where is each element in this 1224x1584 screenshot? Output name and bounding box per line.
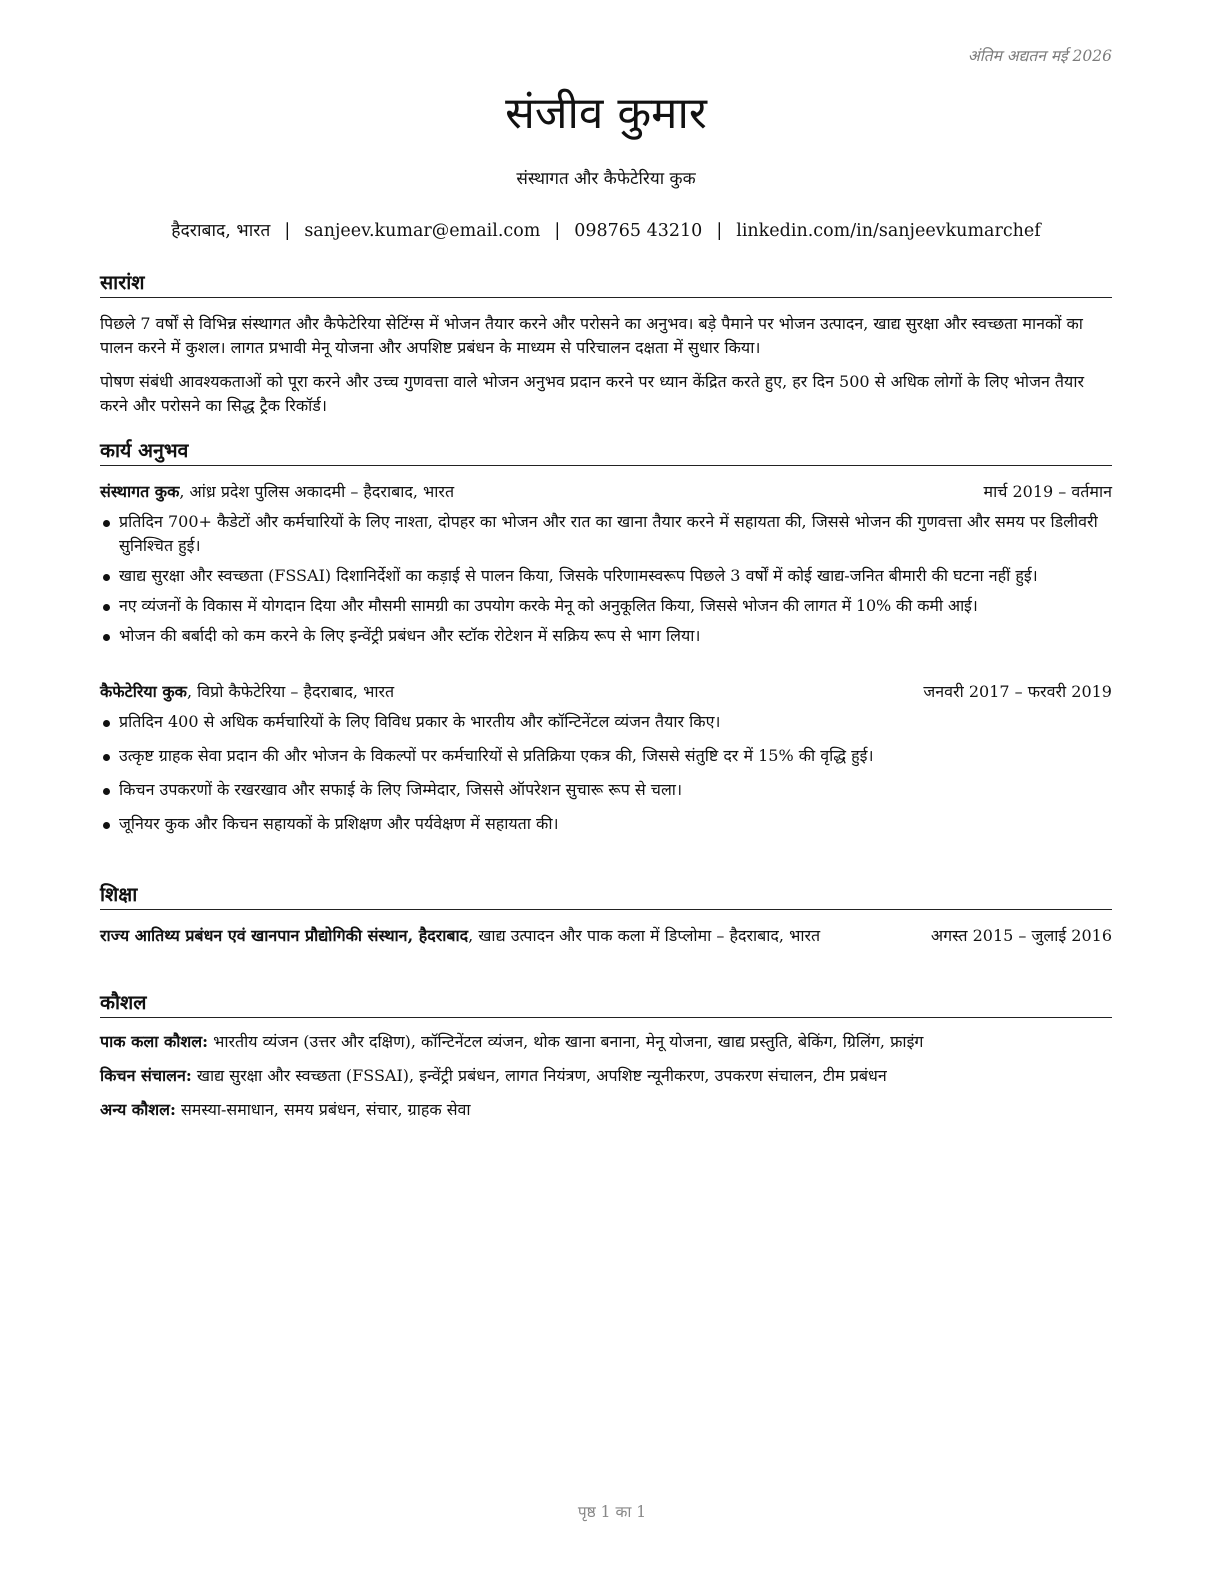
- resume-page: [100, 0, 1112, 1584]
- education-institution: राज्य आतिथ्य प्रबंधन एवं खानपान प्रौद्योगिकी संस्थान, हैदराबाद: [100, 926, 469, 945]
- bullet-icon: [103, 604, 110, 611]
- job-header: [100, 480, 1112, 504]
- summary-paragraph: पिछले 7 वर्षों से विभिन्न संस्थागत और कैफेटेरिया सेटिंग्स में भोजन तैयार करने और परोसने का अनुभव। बड़े पैमाने पर भोजन उत्पादन, खाद्य सुरक्षा और स्वच्छता मानकों का पालन करने में कुशल। लागत प्रभावी मेनू योजना और अपशिष्ट प्रबंधन के माध्यम से परिचालन दक्षता में सुधार किया।: [100, 314, 1083, 357]
- bullet-item: प्रतिदिन 400 से अधिक कर्मचारियों के लिए विविध प्रकार के भारतीय और कॉन्टिनेंटल व्यंजन तैयार किए।: [100, 710, 1112, 734]
- job-bullets: [100, 710, 1112, 836]
- education-heading: शिक्षा: [100, 882, 1112, 910]
- skill-label: अन्य कौशल:: [100, 1100, 176, 1119]
- contact-phone[interactable]: 098765 43210: [574, 221, 703, 241]
- contact-separator: |: [554, 221, 561, 241]
- summary-heading: सारांश: [100, 270, 1112, 298]
- last-updated: अंतिम अद्यतन मई 2026: [967, 47, 1112, 65]
- job-bullets: [100, 510, 1112, 648]
- contact-line: [100, 218, 1112, 244]
- skills-heading: कौशल: [100, 990, 1112, 1018]
- bullet-icon: [103, 574, 110, 581]
- job-header: [100, 680, 1112, 704]
- bullet-icon: [103, 822, 110, 829]
- skill-line: [100, 1030, 1112, 1054]
- job-organization: , विप्रो कैफेटेरिया – हैदराबाद, भारत: [186, 682, 395, 701]
- bullet-icon: [103, 720, 110, 727]
- summary-section: [100, 270, 1112, 418]
- job-dates: मार्च 2019 – वर्तमान: [983, 482, 1112, 501]
- experience-heading: कार्य अनुभव: [100, 438, 1112, 466]
- job-dates: जनवरी 2017 – फरवरी 2019: [923, 682, 1112, 701]
- skill-label: किचन संचालन:: [100, 1066, 192, 1085]
- contact-location: हैदराबाद, भारत: [171, 221, 271, 241]
- bullet-item: उत्कृष्ट ग्राहक सेवा प्रदान की और भोजन के विकल्पों पर कर्मचारियों से प्रतिक्रिया एकत्र की, जिससे संतुष्टि दर में 15% की वृद्धि हुई।: [100, 744, 1112, 768]
- bullet-item: जूनियर कुक और किचन सहायकों के प्रशिक्षण और पर्यवेक्षण में सहायता की।: [100, 812, 1112, 836]
- page-number: पृष्ठ 1 का 1: [577, 1503, 647, 1521]
- skill-label: पाक कला कौशल:: [100, 1032, 209, 1051]
- skill-value: समस्या-समाधान, समय प्रबंधन, संचार, ग्राहक सेवा: [175, 1100, 471, 1119]
- contact-linkedin[interactable]: linkedin.com/in/sanjeevkumarchef: [736, 221, 1041, 241]
- job-role: संस्थागत कुक: [100, 482, 180, 501]
- job-organization: , आंध्र प्रदेश पुलिस अकादमी – हैदराबाद, भारत: [179, 482, 455, 501]
- contact-separator: |: [716, 221, 723, 241]
- skill-line: [100, 1098, 1112, 1122]
- skill-value: भारतीय व्यंजन (उत्तर और दक्षिण), कॉन्टिनेंटल व्यंजन, थोक खाना बनाना, मेनू योजना, खाद्य प्रस्तुति, बेकिंग, ग्रिलिंग, फ्राइंग: [208, 1032, 924, 1051]
- education-section: [100, 882, 1112, 948]
- contact-separator: |: [284, 221, 291, 241]
- bullet-item: खाद्य सुरक्षा और स्वच्छता (FSSAI) दिशानिर्देशों का कड़ाई से पालन किया, जिसके परिणामस्वरूप पिछले 3 वर्षों में कोई खाद्य-जनित बीमारी की घटना नहीं हुई।: [100, 564, 1112, 588]
- bullet-item: किचन उपकरणों के रखरखाव और सफाई के लिए जिम्मेदार, जिससे ऑपरेशन सुचारू रूप से चला।: [100, 778, 1112, 802]
- education-dates: अगस्त 2015 – जुलाई 2016: [930, 926, 1112, 945]
- job-entry: [100, 680, 1112, 836]
- bullet-item: प्रतिदिन 700+ कैडेटों और कर्मचारियों के लिए नाश्ता, दोपहर का भोजन और रात का खाना तैयार करने में सहायता की, जिससे भोजन की गुणवत्ता और समय पर डिलीवरी सुनिश्चित हुई।: [100, 510, 1112, 558]
- contact-email[interactable]: sanjeev.kumar@email.com: [304, 221, 541, 241]
- education-detail: , खाद्य उत्पादन और पाक कला में डिप्लोमा – हैदराबाद, भारत: [468, 926, 821, 945]
- bullet-icon: [103, 754, 110, 761]
- bullet-item: नए व्यंजनों के विकास में योगदान दिया और मौसमी सामग्री का उपयोग करके मेनू को अनुकूलित किया, जिससे भोजन की लागत में 10% की कमी आई।: [100, 594, 1112, 618]
- summary-paragraph: पोषण संबंधी आवश्यकताओं को पूरा करने और उच्च गुणवत्ता वाले भोजन अनुभव प्रदान करने पर ध्यान केंद्रित करते हुए, हर दिन 500 से अधिक लोगों के लिए भोजन तैयार करने और परोसने का सिद्ध ट्रैक रिकॉर्ड।: [100, 372, 1085, 415]
- candidate-name: संजीव कुमार: [505, 88, 707, 139]
- job-title: संस्थागत और कैफेटेरिया कुक: [516, 169, 696, 189]
- skill-value: खाद्य सुरक्षा और स्वच्छता (FSSAI), इन्वेंट्री प्रबंधन, लागत नियंत्रण, अपशिष्ट न्यूनीकरण, उपकरण संचालन, टीम प्रबंधन: [191, 1066, 887, 1085]
- bullet-icon: [103, 520, 110, 527]
- bullet-icon: [103, 788, 110, 795]
- skills-section: [100, 990, 1112, 1122]
- job-entry: [100, 480, 1112, 648]
- education-entry: [100, 924, 1112, 948]
- job-role: कैफेटेरिया कुक: [100, 682, 187, 701]
- bullet-icon: [103, 634, 110, 641]
- experience-section: [100, 438, 1112, 836]
- skill-line: [100, 1064, 1112, 1088]
- bullet-item: भोजन की बर्बादी को कम करने के लिए इन्वेंट्री प्रबंधन और स्टॉक रोटेशन में सक्रिय रूप से भाग लिया।: [100, 624, 1112, 648]
